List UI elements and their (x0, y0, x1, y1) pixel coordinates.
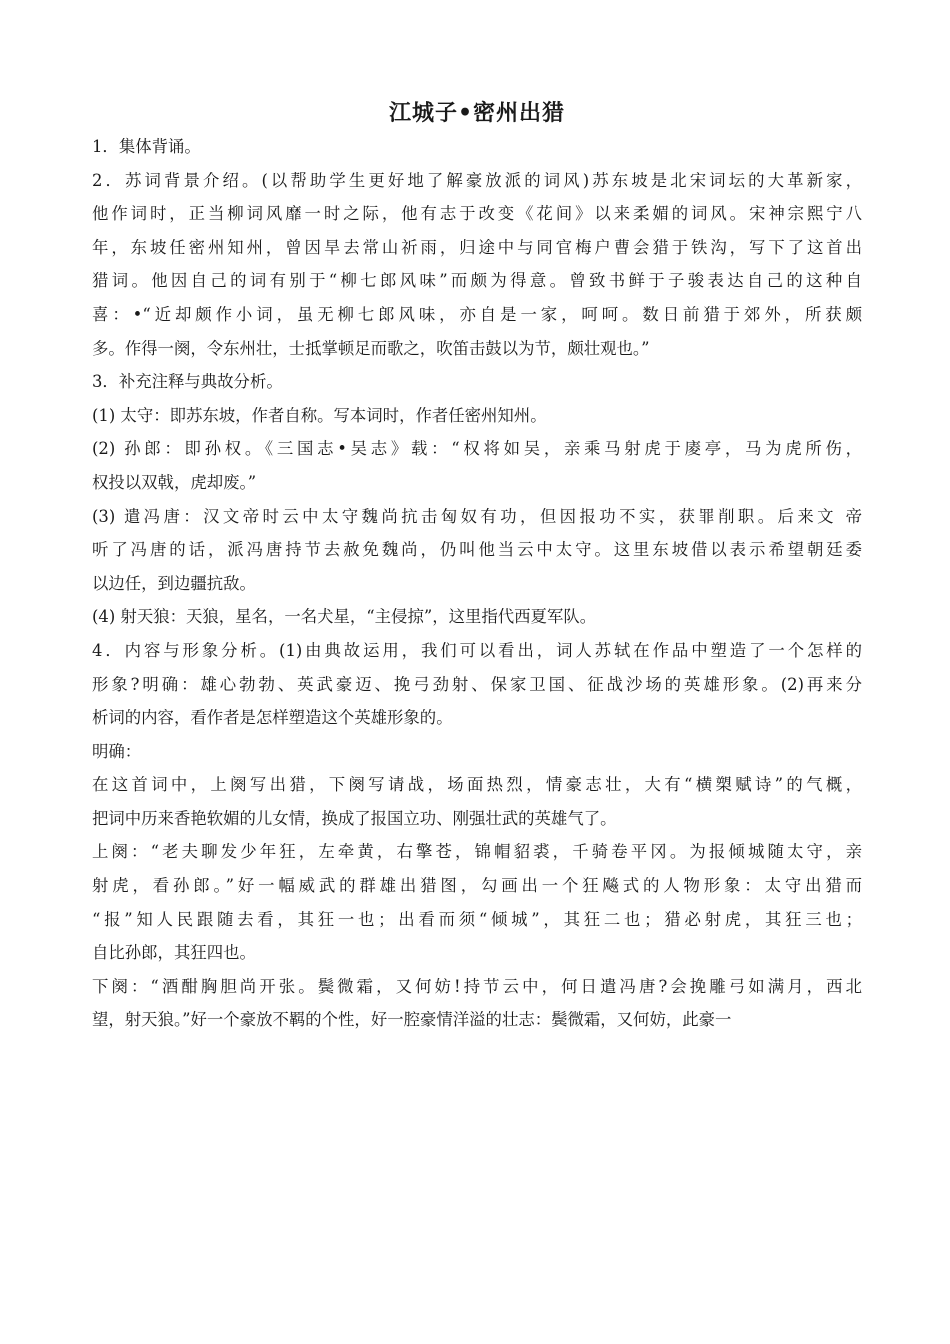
text-line: 形象?明确：雄心勃勃、英武豪迈、挽弓劲射、保家卫国、征战沙场的英雄形象。(2)再来分 (92, 674, 862, 694)
paragraph (92, 970, 862, 1037)
document-page (92, 98, 862, 1037)
text-line: 多。作得一阕，令东州壮，士抵掌顿足而歌之，吹笛击鼓以为节，颇壮观也。” (92, 338, 650, 358)
paragraph (92, 432, 862, 499)
text-line: 下阕：“酒酣胸胆尚开张。鬓微霜，又何妨!持节云中，何日遣冯唐?会挽雕弓如满月，西北 (92, 976, 862, 996)
text-line: 望，射天狼。”好一个豪放不羁的个性，好一腔豪情洋溢的壮志：鬓微霜，又何妨，此豪一 (92, 1010, 732, 1030)
text-line: 权投以双戟，虎却废。” (92, 472, 257, 492)
text-line: 猎词。他因自己的词有别于“柳七郎风味”而颇为得意。曾致书鲜于子骏表达自己的这种自 (92, 271, 862, 291)
text-line: 以边任，到边疆抗敌。 (92, 573, 256, 593)
text-line: 析词的内容，看作者是怎样塑造这个英雄形象的。 (92, 708, 453, 728)
text-line: 1．集体背诵。 (92, 137, 201, 156)
text-line: 明确： (92, 741, 142, 761)
paragraph (92, 768, 862, 835)
paragraph (92, 735, 862, 769)
paragraph (92, 399, 862, 433)
text-line: 射虎，看孙郎。”好一幅威武的群雄出猎图，勾画出一个狂飚式的人物形象：太守出猎而 (92, 876, 862, 896)
paragraph (92, 634, 862, 735)
document-body (92, 130, 862, 1037)
text-line: 年，东坡任密州知州，曾因旱去常山祈雨，归途中与同官梅户曹会猎于铁沟，写下了这首出 (92, 237, 862, 257)
text-line: 在这首词中，上阕写出猎，下阕写请战，场面热烈，情豪志壮，大有“横槊赋诗”的气概， (92, 775, 862, 795)
document-title: 江城子•密州出猎 (388, 100, 566, 126)
text-line: 上阕：“老夫聊发少年狂，左牵黄，右擎苍，锦帽貂裘，千骑卷平冈。为报倾城随太守，亲 (92, 842, 862, 862)
text-line: 2．苏词背景介绍。(以帮助学生更好地了解豪放派的词风)苏东坡是北宋词坛的大革新家， (92, 170, 862, 190)
text-line: 喜：•“近却颇作小词，虽无柳七郎风味，亦自是一家，呵呵。数日前猎于郊外，所获颇 (92, 304, 862, 324)
text-line: (1) 太守：即苏东坡，作者自称。写本词时，作者任密州知州。 (92, 405, 547, 425)
paragraph (92, 835, 862, 969)
text-line: “报”知人民跟随去看，其狂一也；出看而须“倾城”，其狂二也；猎必射虎，其狂三也； (92, 909, 862, 929)
paragraph (92, 164, 862, 366)
text-line: (4) 射天狼：天狼，星名，一名犬星，“主侵掠”，这里指代西夏军队。 (92, 607, 597, 627)
text-line: 自比孙郎，其狂四也。 (92, 943, 256, 963)
paragraph (92, 500, 862, 601)
paragraph (92, 600, 862, 634)
text-line: (3) 遣冯唐：汉文帝时云中太守魏尚抗击匈奴有功，但因报功不实，获罪削职。后来文 帝 (92, 506, 862, 526)
text-line: 4．内容与形象分析。(1)由典故运用，我们可以看出，词人苏轼在作品中塑造了一个怎样的 (92, 640, 862, 660)
text-line: 听了冯唐的话，派冯唐持节去赦免魏尚，仍叫他当云中太守。这里东坡借以表示希望朝廷委 (92, 540, 862, 560)
text-line: 把词中历来香艳软媚的儿女情，换成了报国立功、刚强壮武的英雄气了。 (92, 808, 617, 828)
text-line: 他作词时，正当柳词风靡一时之际，他有志于改变《花间》以来柔媚的词风。宋神宗熙宁八 (92, 204, 862, 224)
text-line: 3．补充注释与典故分析。 (92, 372, 283, 392)
paragraph (92, 130, 862, 164)
text-line: (2) 孙郎：即孙权。《三国志•吴志》载：“权将如吴，亲乘马射虎于庱亭，马为虎所伤， (92, 439, 862, 459)
paragraph (92, 365, 862, 399)
